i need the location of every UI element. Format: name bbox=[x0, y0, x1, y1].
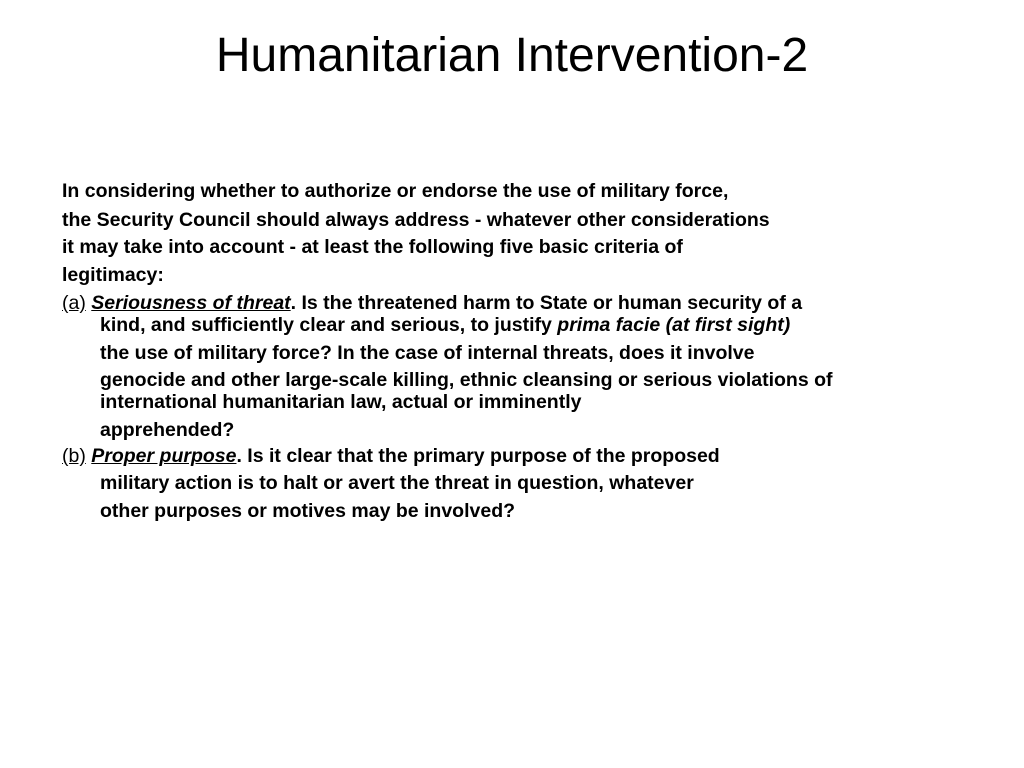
criterion-a-line-3: the use of military force? In the case of internal threats, does it involve bbox=[100, 342, 755, 364]
criterion-a-line-6: apprehended? bbox=[100, 419, 235, 441]
intro-line-4: legitimacy: bbox=[62, 264, 164, 286]
slide-title: Humanitarian Intervention-2 bbox=[215, 29, 809, 82]
criterion-b-heading: Proper purpose bbox=[91, 445, 237, 467]
criterion-b-first-line-rest: . Is it clear that the primary purpose of the proposed bbox=[236, 445, 720, 467]
intro-line-3: it may take into account - at least the following five basic criteria of bbox=[62, 236, 683, 258]
criterion-a-marker: (a) bbox=[62, 292, 86, 314]
criterion-a-heading: Seriousness of threat bbox=[91, 292, 291, 314]
criterion-a-line-5: international humanitarian law, actual or imminently bbox=[100, 391, 582, 413]
intro-line-1: In considering whether to authorize or endorse the use of military force, bbox=[62, 180, 729, 202]
criterion-a-line-2-italic: prima facie (at first sight) bbox=[557, 314, 791, 336]
criterion-b-line-2: military action is to halt or avert the threat in question, whatever bbox=[100, 472, 694, 494]
criterion-b-marker: (b) bbox=[62, 445, 86, 467]
intro-line-2: the Security Council should always address - whatever other considerations bbox=[62, 209, 770, 231]
criterion-a-first-line-rest: . Is the threatened harm to State or human security of a bbox=[290, 292, 803, 314]
criterion-a-line-4: genocide and other large-scale killing, ethnic cleansing or serious violations of bbox=[100, 369, 833, 391]
criterion-a-line-2 bbox=[100, 314, 790, 336]
criterion-b-line-3: other purposes or motives may be involved? bbox=[100, 500, 516, 522]
criterion-b-line-1 bbox=[62, 445, 720, 467]
criterion-a-line-2-text: kind, and sufficiently clear and serious, to justify bbox=[100, 314, 558, 336]
criterion-a-line-1 bbox=[62, 292, 802, 314]
